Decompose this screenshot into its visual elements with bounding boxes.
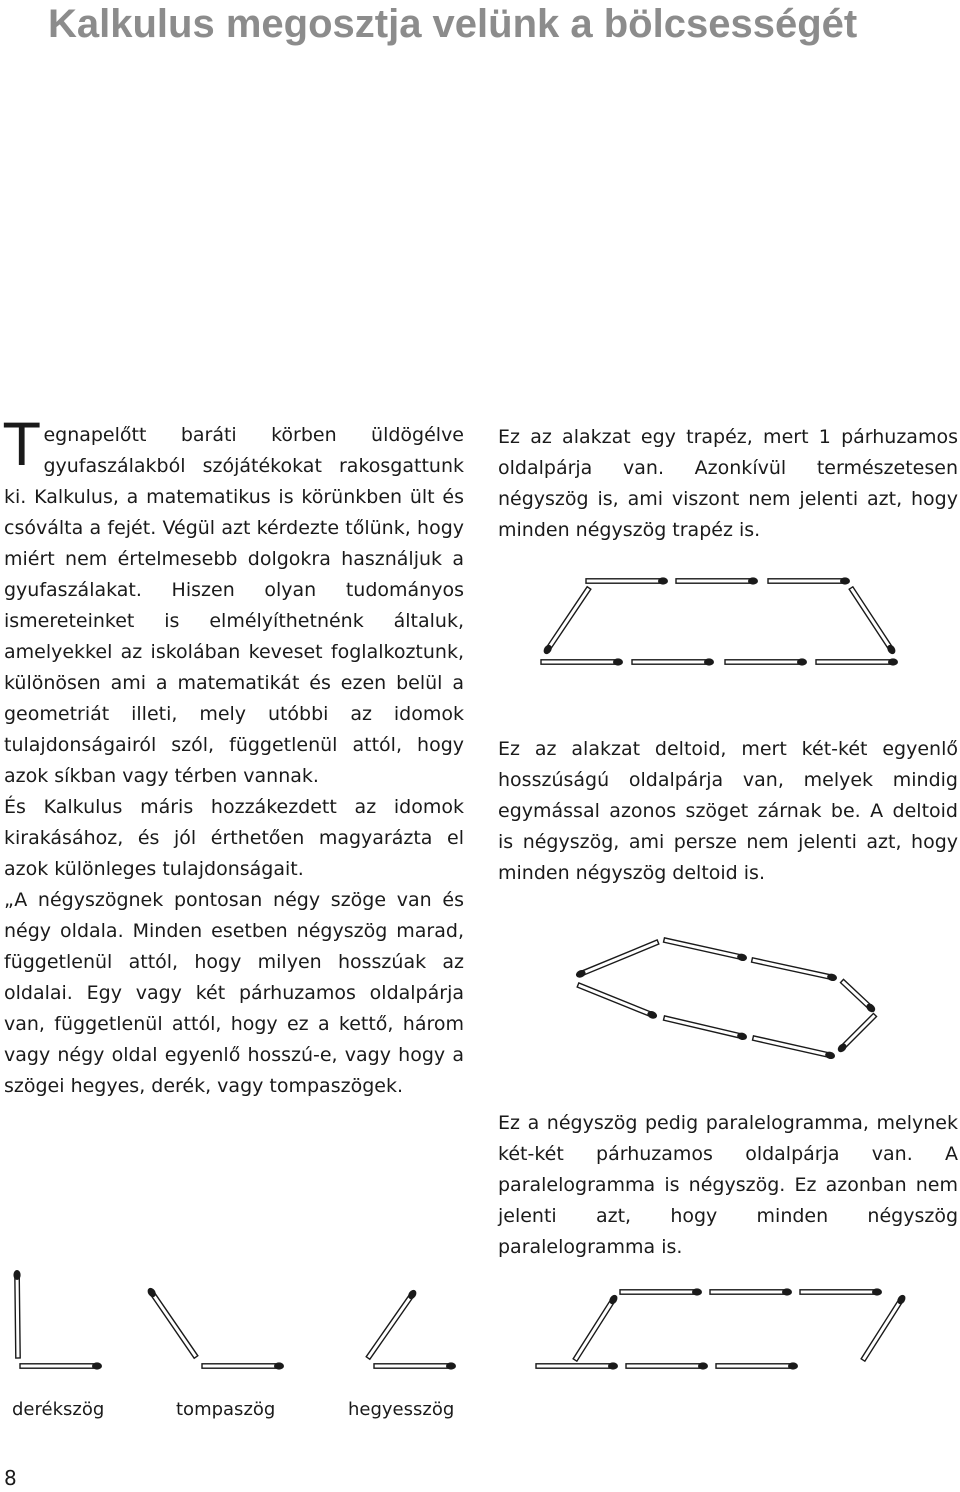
trapezoid-text: Ez az alakzat egy trapéz, mert 1 párhuzamos oldalpárja van. Azonkívül természetesen négyszög is, ami viszont nem jelenti azt, hogy minden négyszög trapéz is.: [498, 426, 958, 541]
matchstick: [541, 658, 623, 665]
matchstick: [620, 1288, 702, 1295]
matchstick: [575, 939, 660, 979]
matchstick: [860, 1293, 907, 1362]
matchstick: [710, 1288, 792, 1295]
matchstick: [626, 1362, 708, 1369]
matchstick: [751, 956, 837, 981]
page-title: Kalkulus megosztja velünk a bölcsességét: [48, 2, 858, 46]
acute-angle-label: hegyesszög: [348, 1399, 455, 1420]
matchstick: [632, 658, 714, 665]
matchstick: [836, 1012, 878, 1054]
matchstick: [572, 1293, 619, 1362]
matchstick: [663, 1014, 748, 1040]
matchstick: [716, 1362, 798, 1369]
obtuse-angle-label: tompaszög: [176, 1399, 276, 1420]
parallelogram-text: Ez a négyszög pedig paralelogramma, melynek két-két párhuzamos oldalpárja van. A paralelogramma is négyszög. Ez azonban nem jelenti azt, hogy minden négyszög paralelogramma is.: [498, 1112, 958, 1258]
matchstick: [20, 1362, 102, 1369]
matchstick: [840, 978, 877, 1014]
intro-paragraph-text: egnapelőtt baráti körben üldögélve gyufaszálakból szójátékokat rakosgattunk ki. Kalkulus, a matematikus is körünkben ült és csóválta a fejét. Végül azt kérdezte tőlünk, hogy miért nem értelmesebb dolgokra használjuk a gyufaszálakat. Hiszen olyan tudományos ismereteinket is elmélyíthetnénk általuk, amelyekkel az iskolában keveset foglalkoztunk, különösen ami a matematikát és ezen belül a geometriát illeti, mely utóbbi az idomok tulajdonságairól szól, függetlenül attól, hogy azok síkban vagy térben vannak.: [4, 424, 464, 787]
matchstick: [676, 577, 758, 584]
matchstick: [848, 586, 897, 656]
matchstick: [768, 577, 850, 584]
matchstick: [725, 658, 807, 665]
matchstick: [536, 1362, 618, 1369]
matchstick: [586, 577, 668, 584]
right-angle-label: derékszög: [12, 1399, 105, 1420]
matchstick: [816, 658, 898, 665]
matchstick: [146, 1286, 199, 1359]
matchstick: [800, 1288, 882, 1295]
deltoid-text: Ez az alakzat deltoid, mert két-két egyenlő hosszúságú oldalpárja van, melyek mindig egymással azonos szöget zárnak be. A deltoid is négyszög, ami persze nem jelenti azt, hogy minden négyszög deltoid is.: [498, 738, 958, 884]
matchstick: [13, 1270, 21, 1358]
matchstick: [365, 1288, 418, 1360]
matchstick: [752, 1034, 836, 1059]
matchstick: [542, 586, 592, 656]
drop-cap: T: [4, 411, 40, 479]
kalkulus-paragraph: És Kalkulus máris hozzákezdett az idomok kirakásához, és jól érthetően magyarázta el azok különleges tulajdonságait.: [4, 796, 464, 880]
matchstick: [202, 1362, 284, 1369]
matchstick: [663, 936, 748, 961]
matchstick: [374, 1362, 456, 1369]
page-number: 8: [4, 1466, 17, 1490]
quadrilateral-quote-paragraph: „A négyszögnek pontosan négy szöge van és négy oldala. Minden esetben négyszög marad, függetlenül attól, hogy milyen hosszúak az oldalai. Egy vagy két párhuzamos oldalpárja van, függetlenül attól, hogy ez a kettő, három vagy négy oldal egyenlő hosszú-e, vagy hogy a szögei hegyes, derék, vagy tompaszögek.: [4, 889, 464, 1097]
matchstick: [577, 982, 659, 1020]
